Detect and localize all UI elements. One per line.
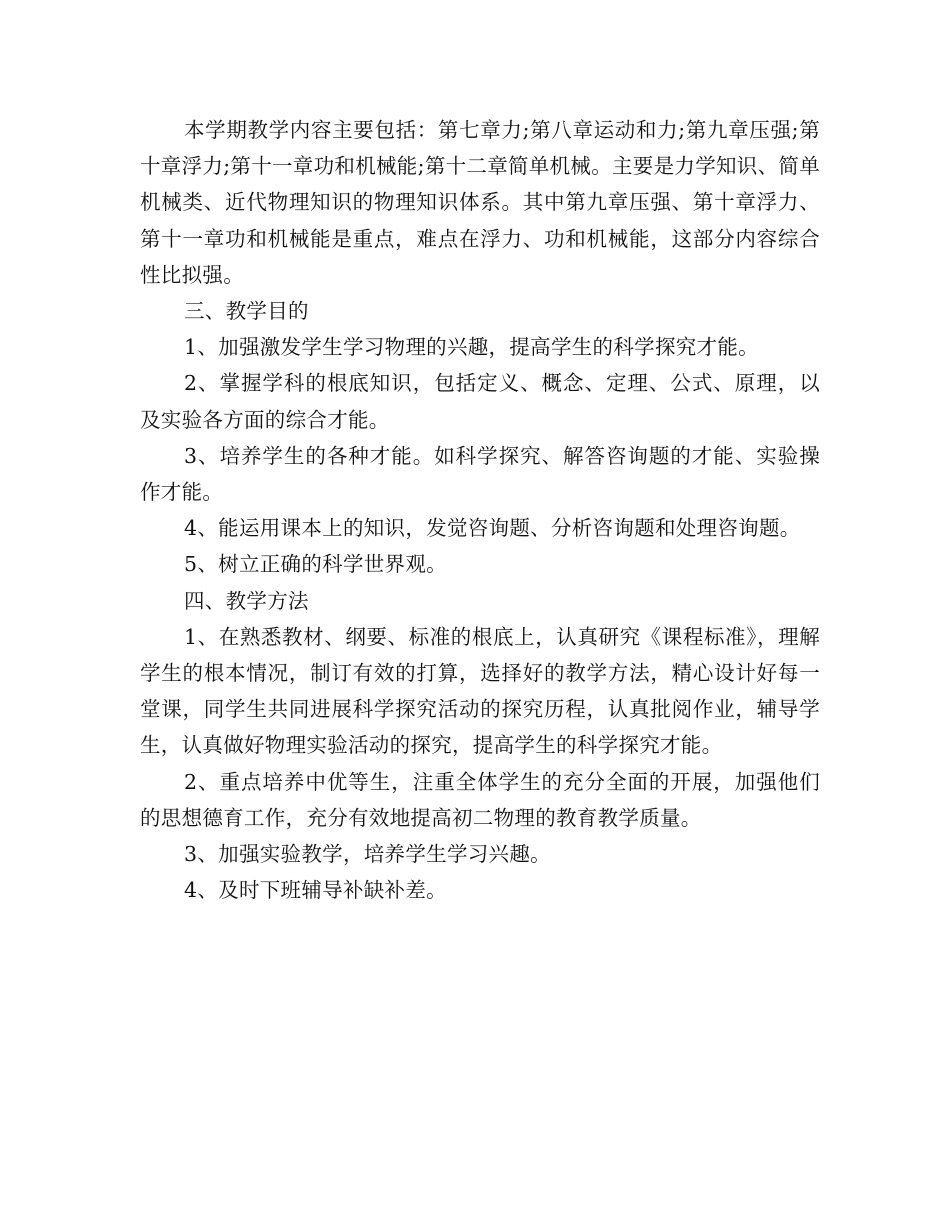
- heading-teaching-methods: 四、教学方法: [184, 588, 309, 613]
- objective-item-2: 2、掌握学科的根底知识，包括定义、概念、定理、公式、原理，以及实验各方面的综合才能。: [140, 371, 820, 432]
- objective-item-3: 3、培养学生的各种才能。如科学探究、解答咨询题的才能、实验操作才能。: [140, 443, 820, 505]
- document-body: [140, 112, 820, 908]
- method-item-4: 4、及时下班辅导补缺补差。: [184, 878, 447, 903]
- objective-item-5: 5、树立正确的科学世界观。: [184, 552, 447, 577]
- objective-item-1: 1、加强激发学生学习物理的兴趣，提高学生的科学探究才能。: [184, 335, 759, 360]
- heading-teaching-objectives: 三、教学目的: [184, 299, 309, 324]
- paragraph-teaching-content: 本学期教学内容主要包括：第七章力;第八章运动和力;第九章压强;第十章浮力;第十一章功和机械能;第十二章简单机械。主要是力学知识、简单机械类、近代物理知识的物理知识体系。其中第九章压强、第十章浮力、第十一章功和机械能是重点，难点在浮力、功和机械能，这部分内容综合性比拟强。: [140, 118, 821, 287]
- objective-item-4: 4、能运用课本上的知识，发觉咨询题、分析咨询题和处理咨询题。: [184, 516, 801, 541]
- method-item-1: 1、在熟悉教材、纲要、标准的根底上，认真研究《课程标准》，理解学生的根本情况，制订有效的打算，选择好的教学方法，精心设计好每一堂课，同学生共同进展科学探究活动的探究历程，认真批阅作业，辅导学生，认真做好物理实验活动的探究，提高学生的科学探究才能。: [140, 624, 820, 758]
- method-item-3: 3、加强实验教学，培养学生学习兴趣。: [184, 842, 551, 867]
- method-item-2: 2、重点培养中优等生，注重全体学生的充分全面的开展，加强他们的思想德育工作，充分有效地提高初二物理的教育教学质量。: [140, 769, 820, 830]
